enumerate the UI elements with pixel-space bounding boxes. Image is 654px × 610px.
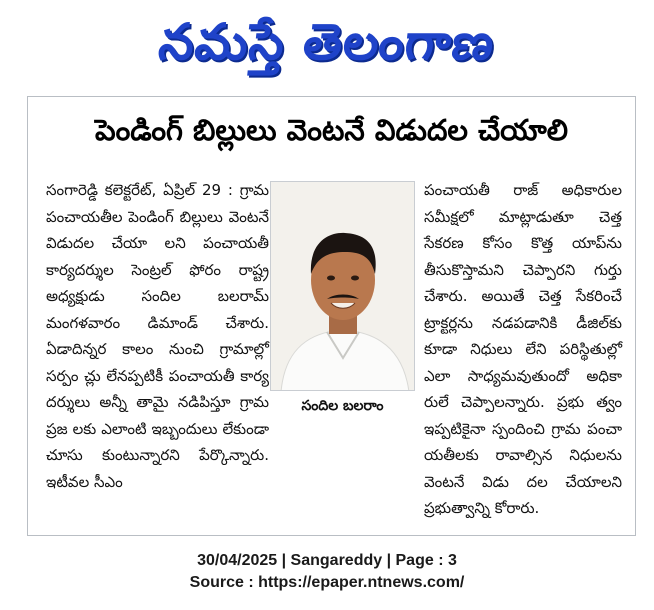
article-headline: పెండింగ్ బిల్లులు వెంటనే విడుదల చేయాలి [94, 113, 568, 147]
article-photo [270, 181, 415, 391]
photo-caption: సందిల బలరాం [301, 398, 384, 414]
article-column-left [46, 177, 269, 495]
article-body-right: పంచాయతీ రాజ్ అధికారుల సమీక్షలో మాట్లాడుతూ చెత్త సేకరణ కోసం కొత్త యాప్‌ను తీసుకొస్తామని చెప్పారని గుర్తు చేశారు. అయితే చెత్త సేకరించే ట్రాక్టర్లను నడపడానికి డీజిల్‌కు కూడా నిధులు లేని పరిస్థితుల్లో ఎలా సాధ్యమవుతుందో అధికా రులే చెప్పాలన్నారు. ప్రభు త్వం ఇప్పటికైనా స్పందించి గ్రామ పంచా యతీలకు రావాల్సిన నిధులను వెంటనే విడు దల చేయాలని ప్రభుత్వాన్ని కోరారు. [424, 181, 622, 517]
person-portrait-image [271, 182, 415, 391]
article-column-right [424, 177, 622, 522]
article-body-left: సంగారెడ్డి కలెక్టరేట్, ఏప్రిల్ 29 : గ్రామ పంచాయతీల పెండింగ్ బిల్లులు వెంటనే విడుదల చేయా లని పంచాయతీ కార్యదర్శుల సెంట్రల్ ఫోరం రాష్ట్ర అధ్యక్షుడు సందిల బలరామ్ మంగళవారం డిమాండ్ చేశారు. ఏడాదిన్నర కాలం నుంచి గ్రామాల్లో సర్పం చ్లు లేనప్పటికీ పంచాయతీ కార్య దర్శులు అన్నీ తామై నడిపిస్తూ గ్రామ ప్రజ లకు ఎలాంటి ఇబ్బందులు లేకుండా చూసు కుంటున్నారని పేర్కొన్నారు. ఇటీవల సీఎం [46, 181, 269, 491]
footer-date-edition: 30/04/2025 | Sangareddy | Page : 3 [197, 552, 457, 569]
footer-source-link: Source : https://epaper.ntnews.com/ [189, 574, 465, 591]
article-clipping [27, 96, 636, 536]
newspaper-logo-title: నమస్తే తెలంగాణ [156, 13, 498, 71]
masthead [0, 6, 654, 78]
